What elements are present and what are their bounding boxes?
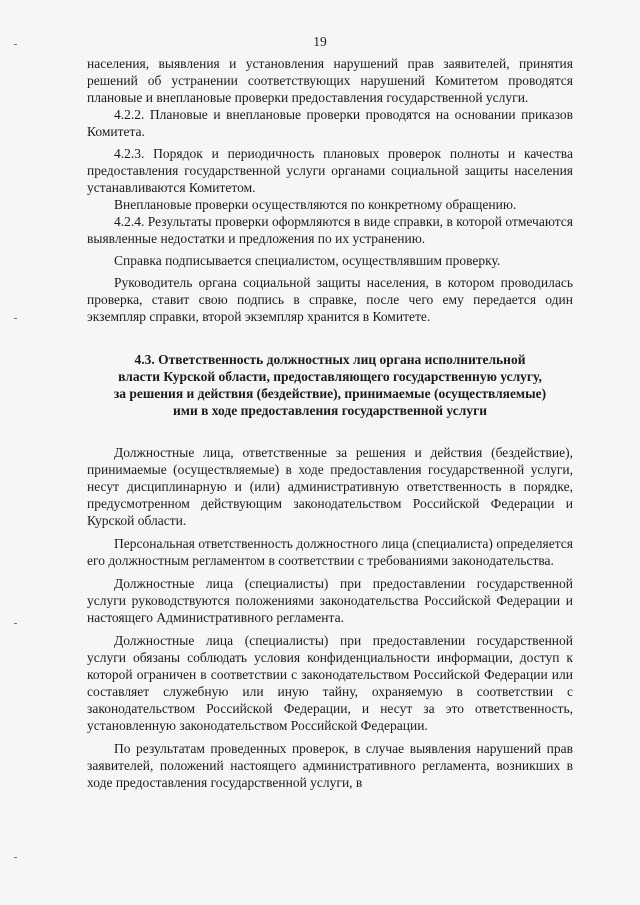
paragraph-4-2-4: 4.2.4. Результаты проверки оформляются в виде справки, в которой отмечаются выявленные недостатки и предложения по их устранению. bbox=[87, 214, 573, 246]
paragraph-4-2-2: 4.2.2. Плановые и внеплановые проверки проводятся на основании приказов Комитета. bbox=[87, 107, 573, 139]
paragraph-report-signature: Справка подписывается специалистом, осуществлявшим проверку. bbox=[114, 253, 501, 268]
paragraph-officials-responsibility: Должностные лица, ответственные за решения и действия (бездействие), принимаемые (осуществляемые) в ходе предоставления государственной услуги, несут дисциплинарную и (или) административную ответственность в порядке, предусмотренном действующим законодательством Российской Федерации и Курской области. bbox=[87, 445, 573, 528]
paragraph-check-results: По результатам проведенных проверок, в случае выявления нарушений прав заявителей, положений настоящего административного регламента, возникших в ходе предоставления государственной услуги, в bbox=[87, 741, 573, 790]
scan-margin-mark bbox=[14, 318, 17, 319]
section-heading-line: власти Курской области, предоставляющего государственную услугу, bbox=[118, 369, 542, 384]
paragraph-personal-responsibility: Персональная ответственность должностного лица (специалиста) определяется его должностным регламентом в соответствии с требованиями законодательства. bbox=[87, 536, 573, 568]
scan-margin-mark bbox=[14, 857, 17, 858]
paragraph-unscheduled-checks: Внеплановые проверки осуществляются по конкретному обращению. bbox=[114, 197, 517, 212]
page-number: 19 bbox=[313, 34, 327, 49]
document-body bbox=[87, 55, 573, 791]
scan-margin-mark bbox=[14, 623, 17, 624]
section-heading-line: ими в ходе предоставления государственной услуги bbox=[173, 403, 487, 418]
paragraph-confidentiality: Должностные лица (специалисты) при предоставлении государственной услуги обязаны соблюдать условия конфиденциальности информации, доступ к которой ограничен в соответствии с законодательством Российской Федерации или составляет служебную или иную тайну, охраняемую в соответствии с законодательством Российской Федерации, и несут за это ответственность, установленную законодательством Российской Федерации. bbox=[87, 633, 573, 733]
section-heading-line: 4.3. Ответственность должностных лиц органа исполнительной bbox=[134, 352, 526, 367]
section-heading-4-3 bbox=[87, 351, 573, 419]
paragraph-officials-guided: Должностные лица (специалисты) при предоставлении государственной услуги руководствуются положениями законодательства Российской Федерации и настоящего Административного регламента. bbox=[87, 576, 573, 625]
paragraph-head-of-body: Руководитель органа социальной защиты населения, в котором проводилась проверка, ставит свою подпись в справке, после чего ему передается один экземпляр справки, второй экземпляр хранится в Комитете. bbox=[87, 275, 573, 324]
section-heading-line: за решения и действия (бездействие), принимаемые (осуществляемые) bbox=[113, 386, 547, 401]
paragraph-4-2-3: 4.2.3. Порядок и периодичность плановых проверок полноты и качества предоставления государственной услуги органами социальной защиты населения устанавливаются Комитетом. bbox=[87, 146, 573, 195]
paragraph-continuation: населения, выявления и установления нарушений прав заявителей, принятия решений об устранении соответствующих нарушений Комитетом проводятся плановые и внеплановые проверки предоставления государственной услуги. bbox=[87, 56, 573, 105]
